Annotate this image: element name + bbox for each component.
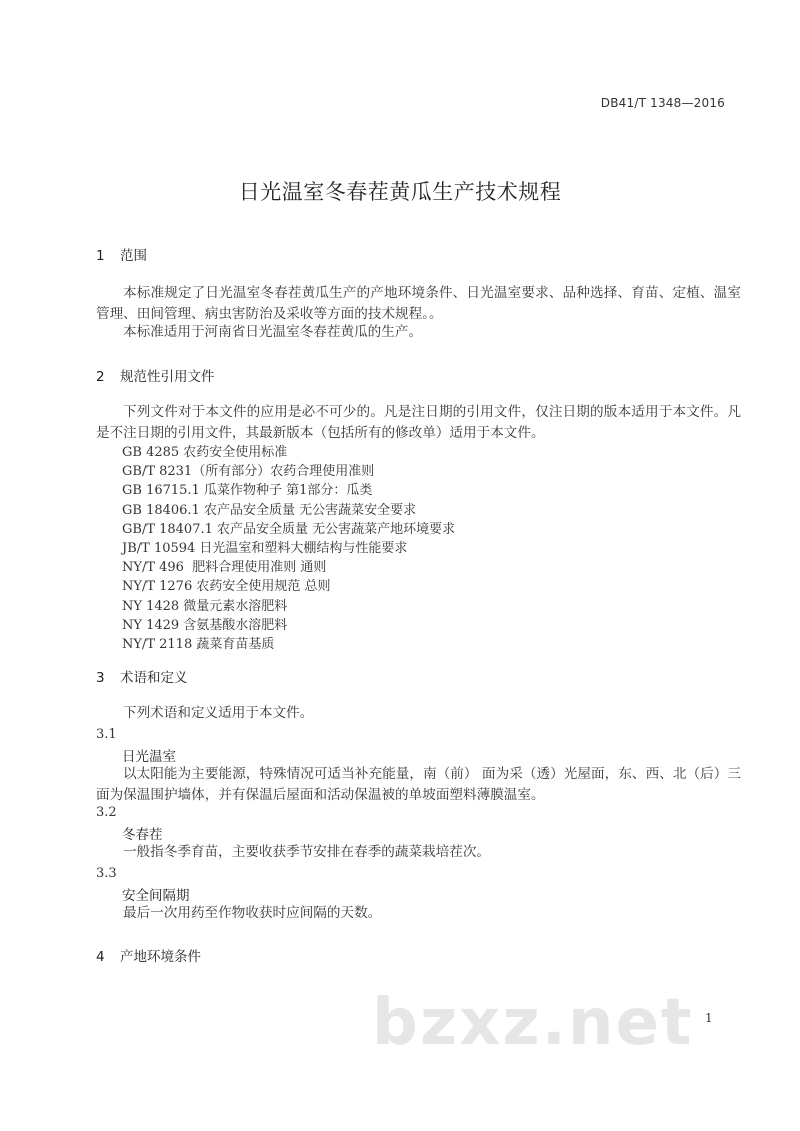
terms-intro: 下列术语和定义适用于本文件。 <box>123 705 314 721</box>
section-number: 4 <box>96 949 105 965</box>
scope-paragraph-1: 本标准规定了日光温室冬春茬黄瓜生产的产地环境条件、日光温室要求、品种选择、育苗、定植、温室管理、田间管理、病虫害防治及采收等方面的技术规程。。 <box>96 285 741 322</box>
term-name: 日光温室 <box>122 749 176 765</box>
list-item: GB 4285 农药安全使用标准 <box>122 445 288 460</box>
document-title: 日光温室冬春茬黄瓜生产技术规程 <box>238 180 562 204</box>
list-item: NY/T 496 肥料合理使用准则 通则 <box>122 560 327 576</box>
term-number: 3.1 <box>96 727 117 742</box>
term-number: 3.3 <box>96 866 117 881</box>
page-number: 1 <box>705 1011 713 1025</box>
term-number: 3.2 <box>96 805 117 820</box>
section-heading-environment <box>96 945 201 965</box>
section-number: 1 <box>96 248 105 264</box>
section-number: 2 <box>96 369 105 385</box>
section-title: 术语和定义 <box>120 670 188 686</box>
term-name: 冬春茬 <box>122 827 163 843</box>
section-title: 产地环境条件 <box>120 949 201 965</box>
section-heading-normative-references <box>96 365 215 385</box>
list-item: NY 1428 微量元素水溶肥料 <box>122 598 288 614</box>
term-definition: 以太阳能为主要能源，特殊情况可适当补充能量，南（前） 面为采（透）光屋面，东、西、北（后）三面为保温围护墙体，并有保温后屋面和活动保温被的单坡面塑料薄膜温室。 <box>96 766 741 803</box>
list-item: NY 1429 含氨基酸水溶肥料 <box>122 617 288 633</box>
reference-list <box>122 443 455 654</box>
standard-number: DB41/T 1348—2016 <box>600 96 725 110</box>
term-definition: 最后一次用药至作物收获时应间隔的天数。 <box>123 905 382 921</box>
section-number: 3 <box>96 670 105 686</box>
list-item: GB/T 8231（所有部分）农药合理使用准则 <box>122 464 375 480</box>
section-heading-terms-definitions <box>96 666 188 686</box>
list-item: GB 18406.1 农产品安全质量 无公害蔬菜安全要求 <box>122 502 417 518</box>
term-definition: 一般指冬季育苗，主要收获季节安排在春季的蔬菜栽培茬次。 <box>123 844 491 860</box>
term-name: 安全间隔期 <box>122 888 190 904</box>
list-item: GB/T 18407.1 农产品安全质量 无公害蔬菜产地环境要求 <box>122 521 456 537</box>
list-item: JB/T 10594 日光温室和塑料大棚结构与性能要求 <box>122 541 408 557</box>
list-item: GB 16715.1 瓜菜作物种子 第1部分：瓜类 <box>122 483 373 499</box>
references-intro: 下列文件对于本文件的应用是必不可少的。凡是注日期的引用文件，仅注日期的版本适用于本文件。凡是不注日期的引用文件，其最新版本（包括所有的修改单）适用于本文件。 <box>96 404 741 441</box>
scope-paragraph-2: 本标准适用于河南省日光温室冬春茬黄瓜的生产。 <box>123 324 423 340</box>
section-title: 范围 <box>120 248 147 264</box>
list-item: NY/T 1276 农药安全使用规范 总则 <box>122 579 331 595</box>
section-title: 规范性引用文件 <box>120 369 215 385</box>
list-item: NY/T 2118 蔬菜育苗基质 <box>122 637 275 653</box>
section-heading-scope <box>96 244 147 264</box>
watermark: bzxz.net <box>372 986 694 1060</box>
